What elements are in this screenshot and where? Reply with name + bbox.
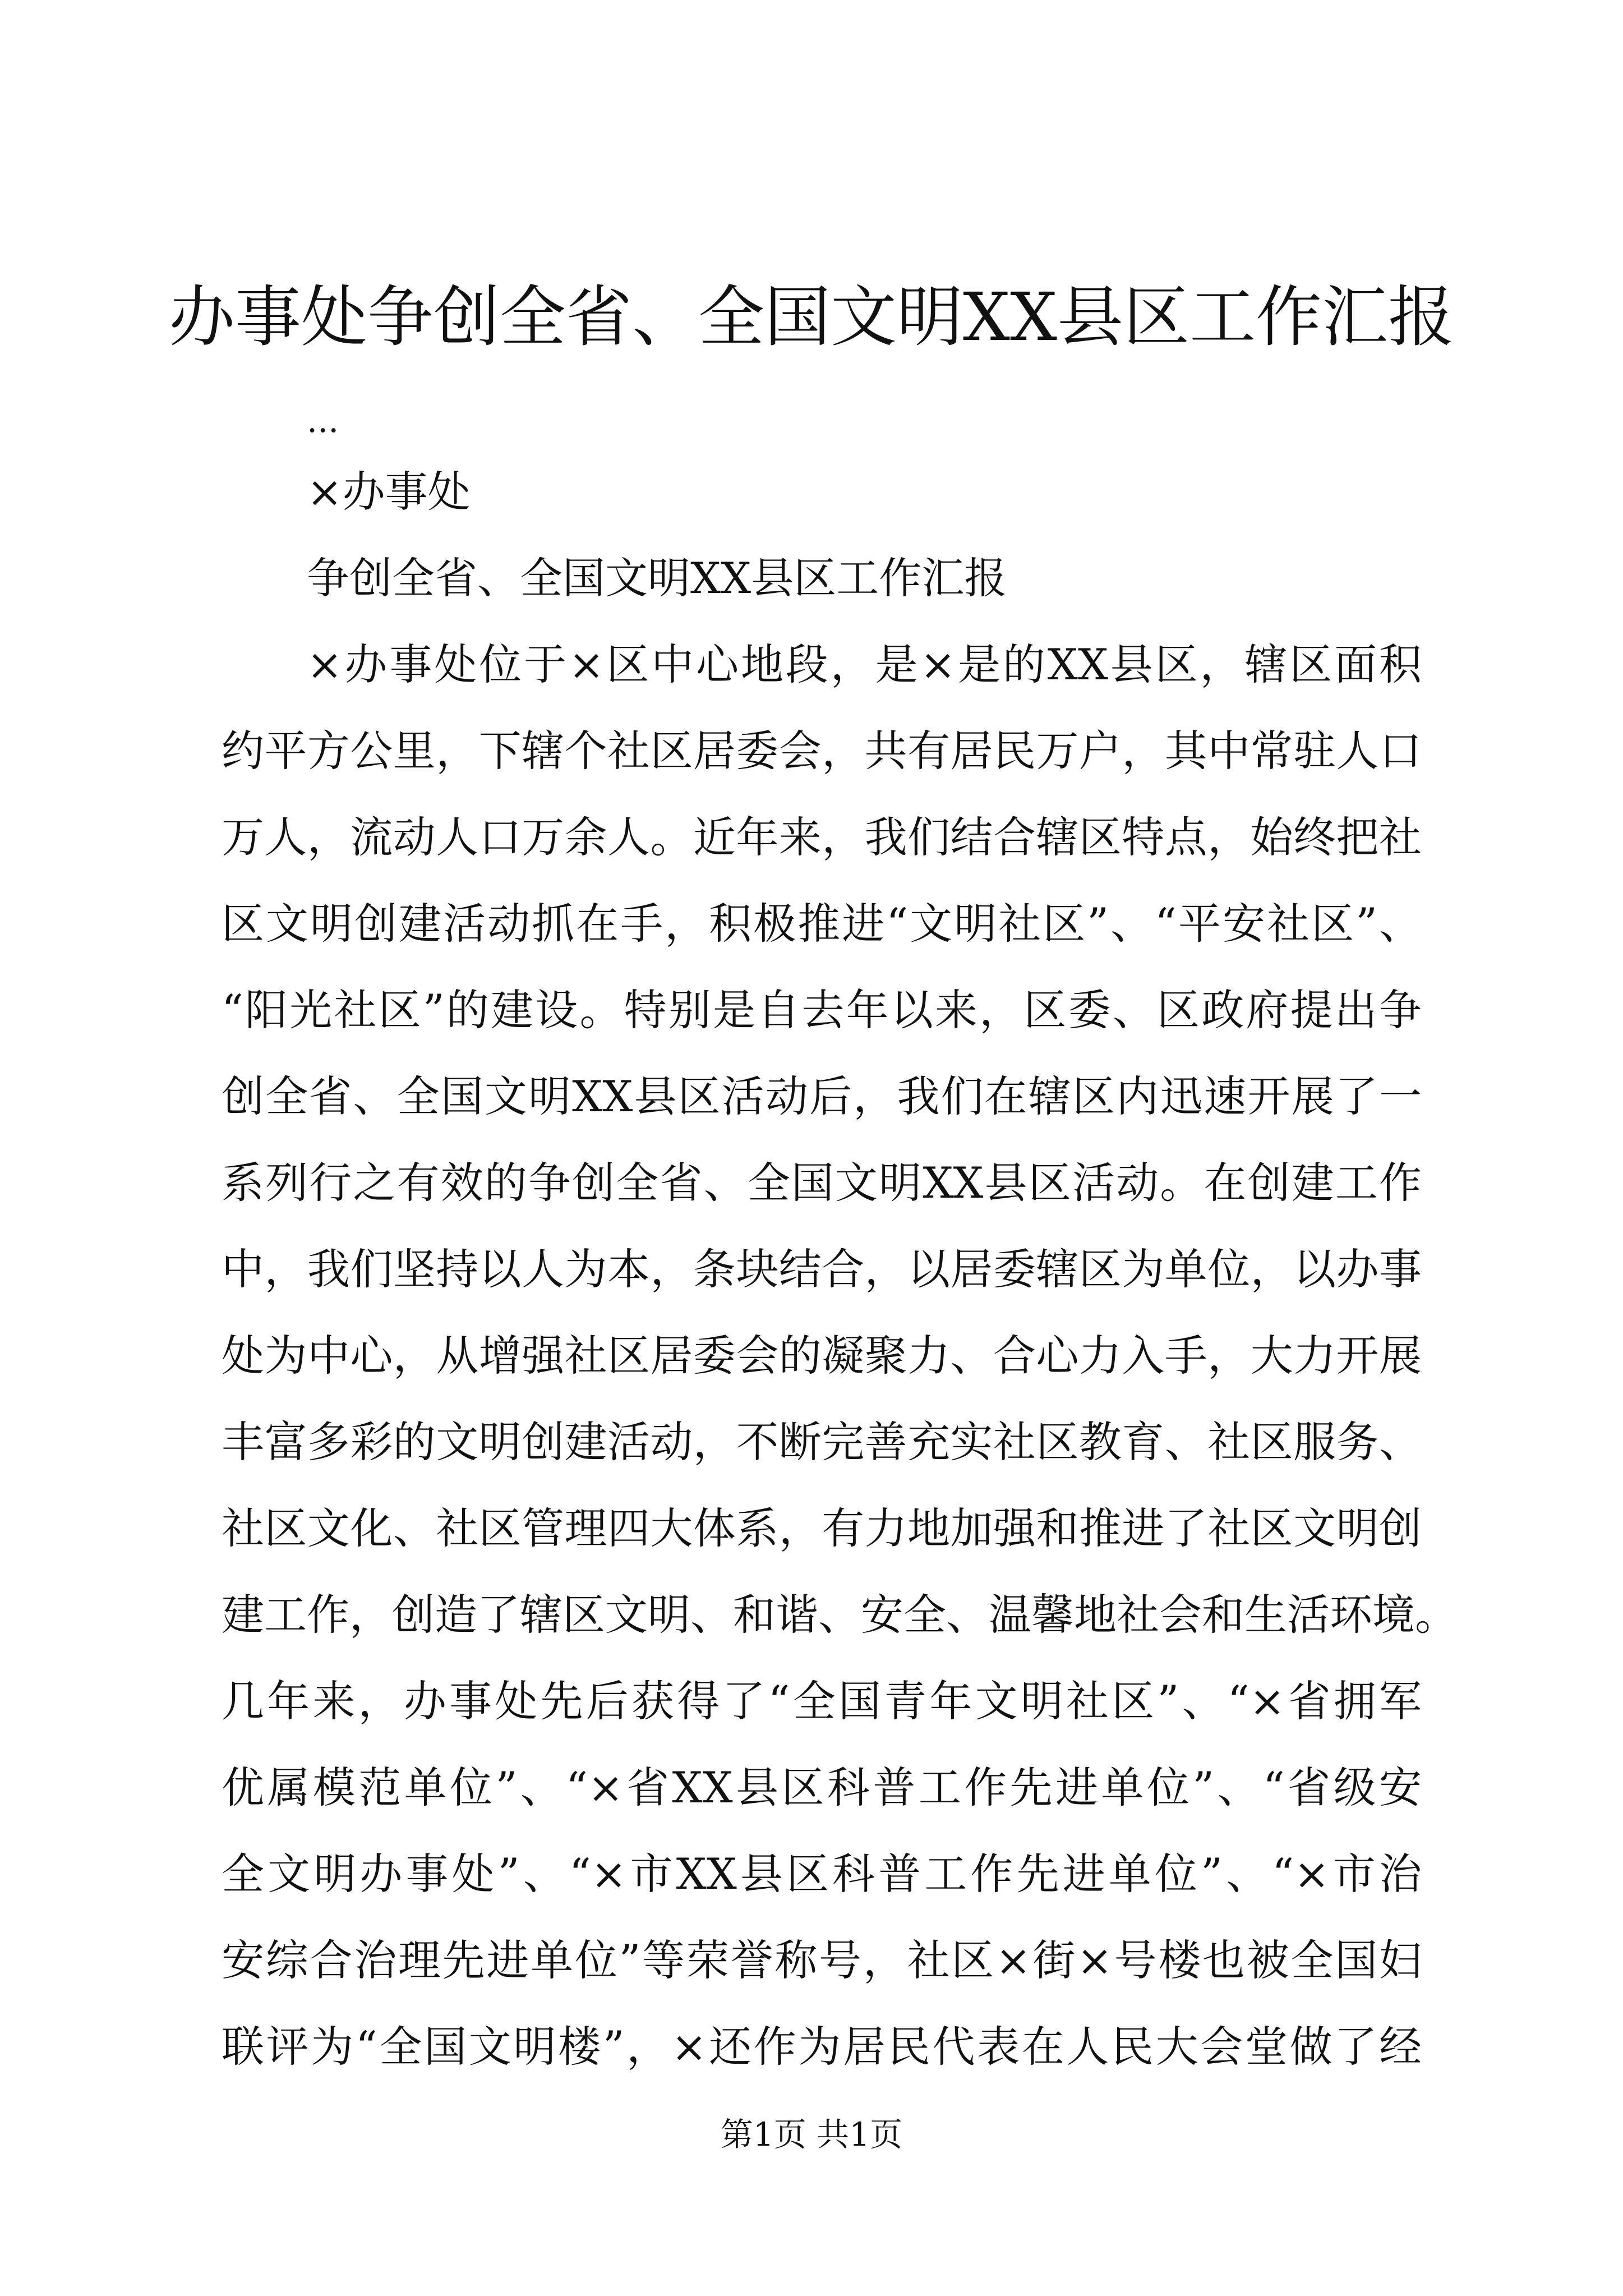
paragraph-line: 丰富多彩的文明创建活动，不断完善充实社区教育、社区服务、: [222, 1417, 1422, 1467]
paragraph-line: 创全省、全国文明XX县区活动后，我们在辖区内迅速开展了一: [222, 1071, 1422, 1121]
paragraph-line: 安综合治理先进单位”等荣誉称号，社区×街×号楼也被全国妇: [222, 1935, 1422, 1985]
paragraph-line: 社区文化、社区管理四大体系，有力地加强和推进了社区文明创: [222, 1503, 1422, 1553]
ellipsis-text: ...: [307, 401, 339, 440]
document-body: [222, 393, 1458, 2090]
document-title: 办事处争创全省、全国文明XX县区工作汇报: [168, 278, 1454, 356]
paragraph-line: ×办事处位于×区中心地段，是×是的XX县区，辖区面积: [307, 639, 1422, 689]
paragraph-line: “阳光社区”的建设。特别是自去年以来，区委、区政府提出争: [222, 985, 1422, 1035]
paragraph-line: 区文明创建活动抓在手，积极推进“文明社区”、“平安社区”、: [222, 899, 1422, 949]
paragraph-line: 万人，流动人口万余人。近年来，我们结合辖区特点，始终把社: [222, 812, 1422, 862]
paragraph-line: 约平方公里，下辖个社区居委会，共有居民万户，其中常驻人口: [222, 726, 1422, 776]
paragraph-line: 联评为“全国文明楼”，×还作为居民代表在人民大会堂做了经: [222, 2022, 1422, 2072]
paragraph-line: 中，我们坚持以人为本，条块结合，以居委辖区为单位，以办事: [222, 1244, 1422, 1294]
paragraph-line: 系列行之有效的争创全省、全国文明XX县区活动。在创建工作: [222, 1158, 1422, 1208]
paragraph-line: 处为中心，从增强社区居委会的凝聚力、合心力入手，大力开展: [222, 1331, 1422, 1381]
page-footer: 第1页 共1页: [720, 2115, 903, 2154]
paragraph-line: 建工作，创造了辖区文明、和谐、安全、温馨地社会和生活环境。: [222, 1590, 1458, 1640]
paragraph-line: 全文明办事处”、“×市XX县区科普工作先进单位”、“×市治: [222, 1849, 1422, 1899]
paragraph-line: 优属模范单位”、“×省XX县区科普工作先进单位”、“省级安: [222, 1763, 1422, 1812]
paragraph-line: 几年来，办事处先后获得了“全国青年文明社区”、“×省拥军: [222, 1676, 1422, 1726]
report-subtitle: 争创全省、全国文明XX县区工作汇报: [307, 553, 1007, 603]
org-name: ×办事处: [307, 467, 471, 517]
